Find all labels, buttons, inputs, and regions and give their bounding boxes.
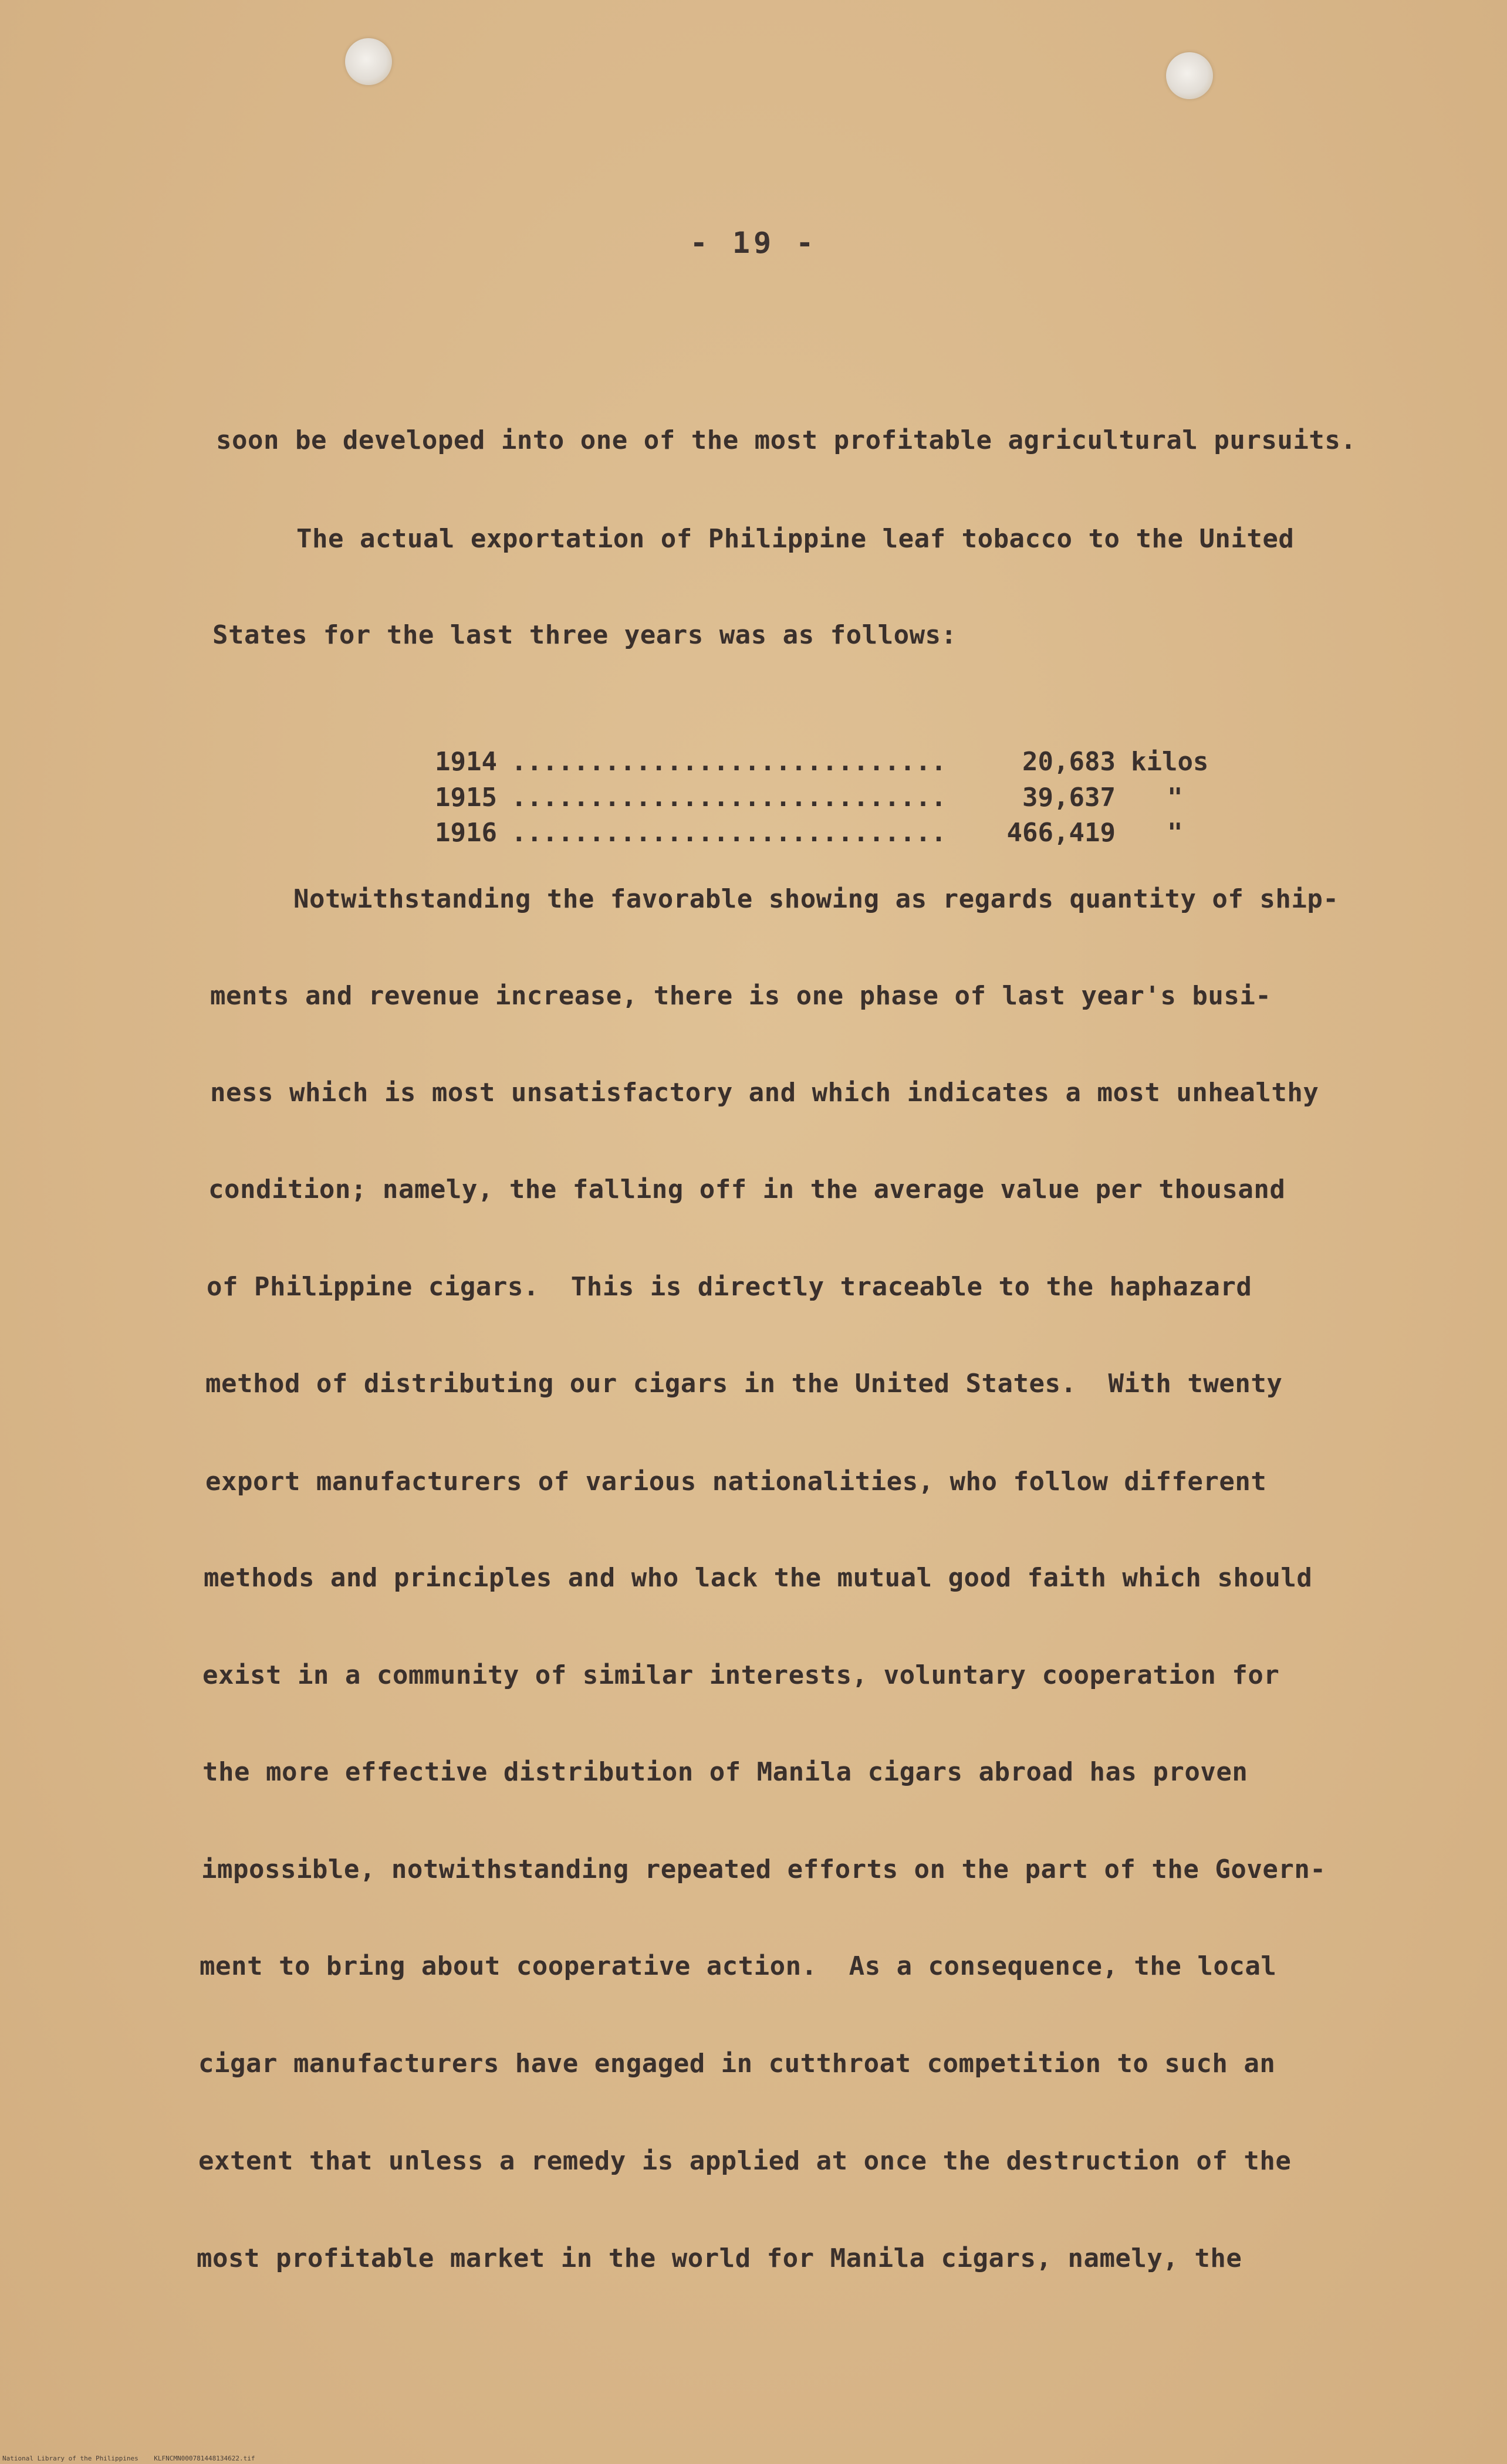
leader-dots: ............................ [511,818,947,848]
paragraph-line-4: condition; namely, the falling off in the average value per thousand [208,1175,1286,1204]
paragraph-line-15: most profitable market in the world for Manila cigars, namely, the [197,2243,1242,2273]
quantity-cell: 20,683 [1022,747,1116,777]
paragraph-line-9: exist in a community of similar interests, voluntary cooperation for [202,1660,1280,1690]
paragraph-line-2: ments and revenue increase, there is one phase of last year's busi- [210,981,1272,1011]
archive-footer: National Library of the Philippines KLFNCMN000781448134622.tif [2,2455,255,2462]
paragraph-line-5: of Philippine cigars. This is directly traceable to the haphazard [207,1272,1252,1302]
punch-hole-right [1166,52,1213,99]
paragraph-line-11: impossible, notwithstanding repeated efforts on the part of the Govern- [201,1854,1326,1884]
paragraph-line-14: extent that unless a remedy is applied at once the destruction of the [198,2146,1292,2176]
paragraph-line-13: cigar manufacturers have engaged in cutthroat competition to such an [198,2049,1276,2079]
paragraph-line-8: methods and principles and who lack the mutual good faith which should [204,1563,1313,1593]
page-number: - 19 - [690,226,817,260]
paragraph-line-1: Notwithstanding the favorable showing as regards quantity of ship- [293,884,1339,914]
text-line-1: soon be developed into one of the most profitable agricultural pursuits. [216,425,1357,455]
year-cell: 1914 [434,747,497,777]
text-line-3: States for the last three years was as follows: [212,620,957,650]
paragraph-line-3: ness which is most unsatisfactory and which indicates a most unhealthy [210,1078,1319,1108]
year-cell: 1916 [434,818,497,848]
leader-dots: ............................ [511,747,947,777]
paragraph-line-10: the more effective distribution of Manila cigars abroad has proven [202,1757,1248,1787]
paragraph-line-6: method of distributing our cigars in the United States. With twenty [205,1369,1283,1399]
punch-hole-left [345,38,392,85]
unit-cell: " [1167,783,1183,813]
text-line-2: The actual exportation of Philippine leaf tobacco to the United [296,524,1295,554]
year-cell: 1915 [434,783,497,813]
paragraph-line-7: export manufacturers of various nationalities, who follow different [205,1467,1267,1497]
table-row-1916 [373,788,1267,878]
quantity-cell: 39,637 [1022,783,1116,813]
quantity-cell: 466,419 [1006,818,1116,848]
unit-cell: " [1167,818,1183,848]
unit-cell: kilos [1130,747,1209,777]
paragraph-line-12: ment to bring about cooperative action. As a consequence, the local [200,1951,1277,1981]
leader-dots: ............................ [511,783,947,813]
